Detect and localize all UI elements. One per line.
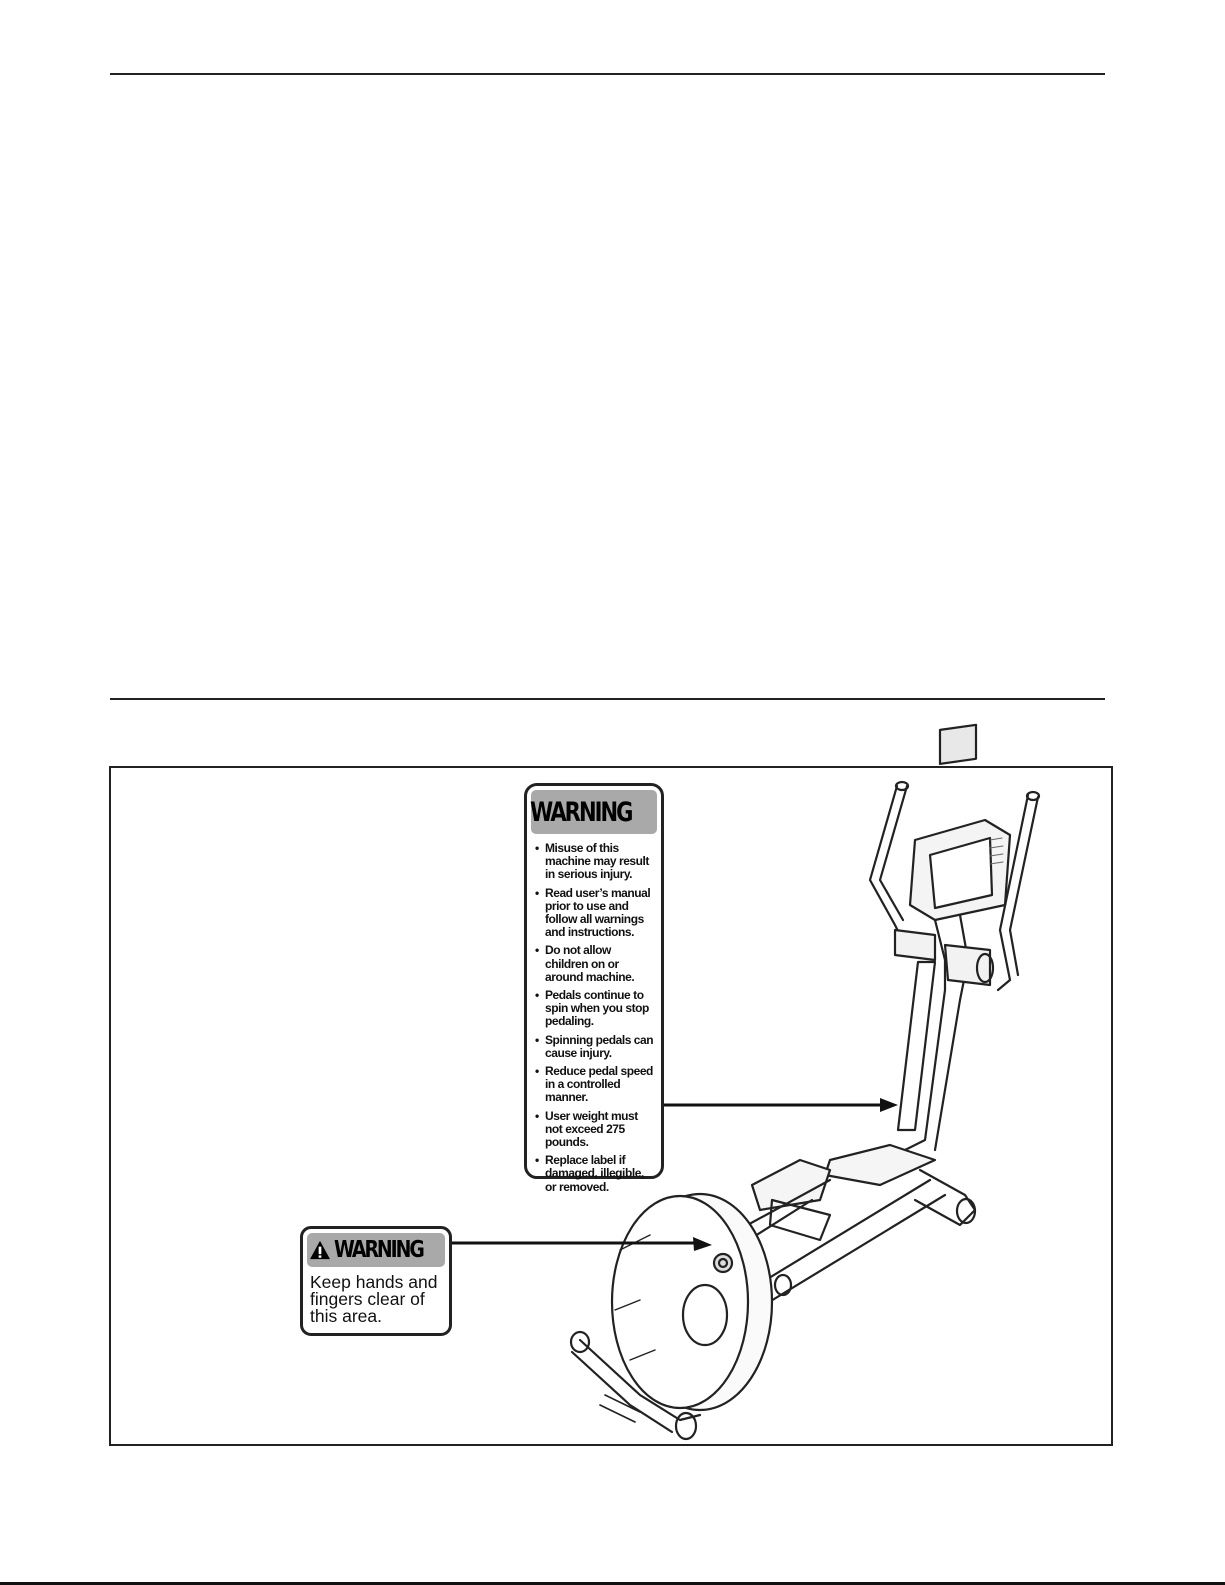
warning-heading: WARNING xyxy=(530,796,632,828)
rear-stabilizer xyxy=(915,1170,975,1225)
warning-bullet: • Spinning pedals can cause injury. xyxy=(535,1034,655,1060)
warning-label-large xyxy=(524,783,664,1194)
warning-header xyxy=(307,1233,445,1267)
warning-bullet: • Read user’s manual prior to use and follow all warnings and instructions. xyxy=(535,887,655,940)
warning-bullet: • Pedals continue to spin when you stop pedaling. xyxy=(535,989,655,1029)
crank-pivot xyxy=(714,1254,732,1272)
warning-bullet: • Reduce pedal speed in a controlled manner. xyxy=(535,1065,655,1105)
warning-header xyxy=(531,790,657,834)
warning-bullet: • Misuse of this machine may result in serious injury. xyxy=(535,842,655,882)
warning-text: Keep hands and fingers clear of this area. xyxy=(310,1272,438,1326)
warning-bullet: • User weight must not exceed 275 pounds. xyxy=(535,1110,655,1150)
warning-bullet: • Do not allow children on or around machine. xyxy=(535,944,655,984)
warning-bullet-list xyxy=(527,838,661,1194)
warning-bullet: • Replace label if damaged, illegible, or removed. xyxy=(535,1154,655,1194)
warning-label-small xyxy=(300,1226,452,1336)
warning-triangle-icon xyxy=(309,1240,331,1260)
right-pedal xyxy=(825,1145,935,1185)
warning-heading: WARNING xyxy=(334,1237,424,1263)
